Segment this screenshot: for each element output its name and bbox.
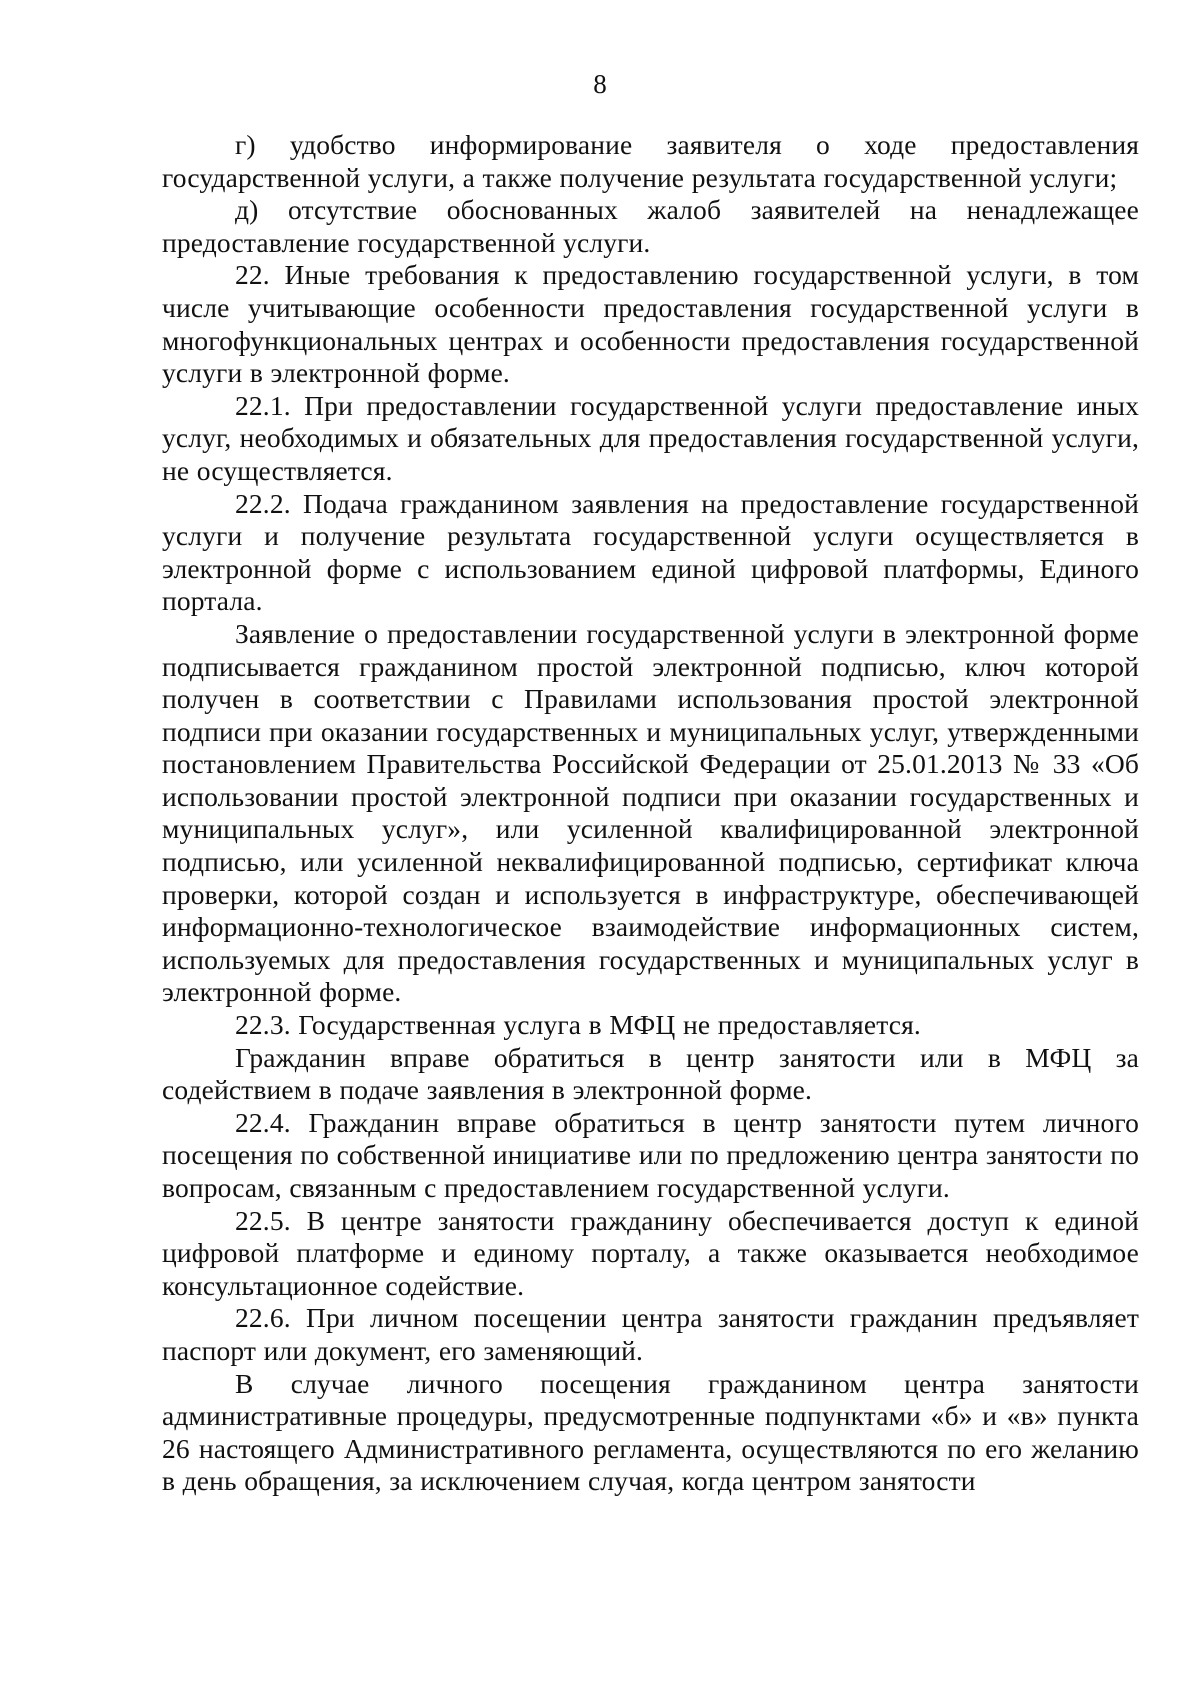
paragraph-22: 22. Иные требования к предоставлению государственной услуги, в том числе учитывающие особенности предоставления государственной услуги в многофункциональных центрах и особенности предоставления государственной услуги в электронной форме. xyxy=(162,259,1139,389)
paragraph-22-4: 22.4. Гражданин вправе обратиться в центр занятости путем личного посещения по собственной инициативе или по предложению центра занятости по вопросам, связанным с предоставлением государственной услуги. xyxy=(162,1106,1139,1203)
document-body xyxy=(162,129,1139,1498)
page-number: 8 xyxy=(593,69,607,99)
paragraph-22-2: 22.2. Подача гражданином заявления на предоставление государственной услуги и получение результата государственной услуги осуществляется в электронной форме с использованием единой цифровой платформы, Единого портала. xyxy=(162,487,1139,617)
paragraph-personal-visit: В случае личного посещения гражданином центра занятости административные процедуры, предусмотренные подпунктами «б» и «в» пункта 26 настоящего Административного регламента, осуществляются по его желанию в день обращения, за исключением случая, когда центром занятости xyxy=(162,1367,1139,1497)
paragraph-22-1: 22.1. При предоставлении государственной услуги предоставление иных услуг, необходимых и обязательных для предоставления государственной услуги, не осуществляется. xyxy=(162,389,1139,486)
paragraph-22-6: 22.6. При личном посещении центра занятости гражданин предъявляет паспорт или документ, его заменяющий. xyxy=(162,1302,1139,1366)
paragraph-mfc-assistance: Гражданин вправе обратиться в центр занятости или в МФЦ за содействием в подаче заявления в электронной форме. xyxy=(162,1041,1139,1106)
paragraph-22-5: 22.5. В центре занятости гражданину обеспечивается доступ к единой цифровой платформе и единому порталу, а также оказывается необходимое консультационное содействие. xyxy=(162,1204,1139,1301)
paragraph-d: д) отсутствие обоснованных жалоб заявителей на ненадлежащее предоставление государственной услуги. xyxy=(162,194,1139,258)
paragraph-signature-rules: Заявление о предоставлении государственной услуги в электронной форме подписывается гражданином простой электронной подписью, ключ которой получен в соответствии с Правилами использования простой электронной подписи при оказании государственных и муниципальных услуг, утвержденными постановлением Правительства Российской Федерации от 25.01.2013 № 33 «Об использовании простой электронной подписи при оказании государственных и муниципальных услуг», или усиленной квалифицированной электронной подписью, или усиленной неквалифицированной подписью, сертификат ключа проверки, которой создан и используется в инфраструктуре, обеспечивающей информационно-технологическое взаимодействие информационных систем, используемых для предоставления государственных и муниципальных услуг в электронной форме. xyxy=(162,617,1139,1008)
paragraph-g: г) удобство информирование заявителя о ходе предоставления государственной услуги, а также получение результата государственной услуги; xyxy=(162,129,1139,193)
paragraph-22-3: 22.3. Государственная услуга в МФЦ не предоставляется. xyxy=(235,1009,921,1041)
